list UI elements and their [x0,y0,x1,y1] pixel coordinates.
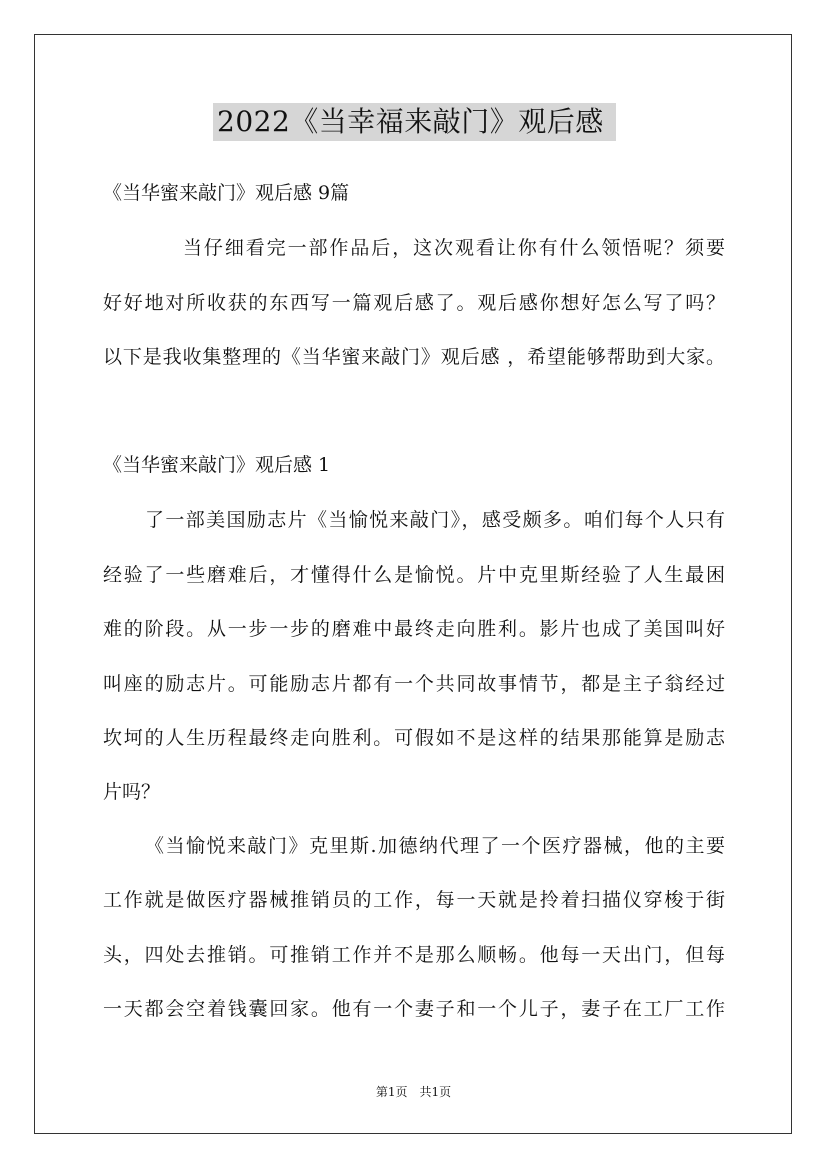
document-subtitle: 《当华蜜来敲门》观后感 9篇 [103,182,350,204]
intro-line-3: 以下是我收集整理的《当华蜜来敲门》观后感 ，希望能够帮助到大家。 [103,346,725,368]
para2-line-4: 一天都会空着钱囊回家。他有一个妻子和一个儿子，妻子在工厂工作 [103,998,725,1020]
page-footer: 第1页 共1页 [375,1085,452,1099]
intro-line-2: 好好地对所收获的东西写一篇观后感了。观后感你想好怎么写了吗？ [103,292,725,314]
intro-line-1: 当仔细看完一部作品后，这次观看让你有什么领悟呢？须要 [183,237,725,259]
document-title: 2022《当幸福来敲门》观后感 [213,103,616,141]
section-heading: 《当华蜜来敲门》观后感 1 [103,454,331,476]
para1-line-4: 叫座的励志片。可能励志片都有一个共同故事情节，都是主子翁经过 [103,673,725,695]
para2-line-2: 工作就是做医疗器械推销员的工作，每一天就是拎着扫描仪穿梭于街 [103,889,725,911]
para2-line-3: 头，四处去推销。可推销工作并不是那么顺畅。他每一天出门，但每 [103,944,725,966]
para1-line-2: 经验了一些磨难后，才懂得什么是愉悦。片中克里斯经验了人生最困 [103,564,725,586]
para1-line-3: 难的阶段。从一步一步的磨难中最终走向胜利。影片也成了美国叫好 [103,618,725,640]
para1-line-6: 片吗？ [103,781,161,803]
para1-line-5: 坎坷的人生历程最终走向胜利。可假如不是这样的结果那能算是励志 [103,727,725,749]
para2-line-1: 《当愉悦来敲门》克里斯.加德纳代理了一个医疗器械，他的主要 [145,835,725,857]
para1-line-1: 了一部美国励志片《当愉悦来敲门》，感受颇多。咱们每个人只有 [145,509,725,531]
